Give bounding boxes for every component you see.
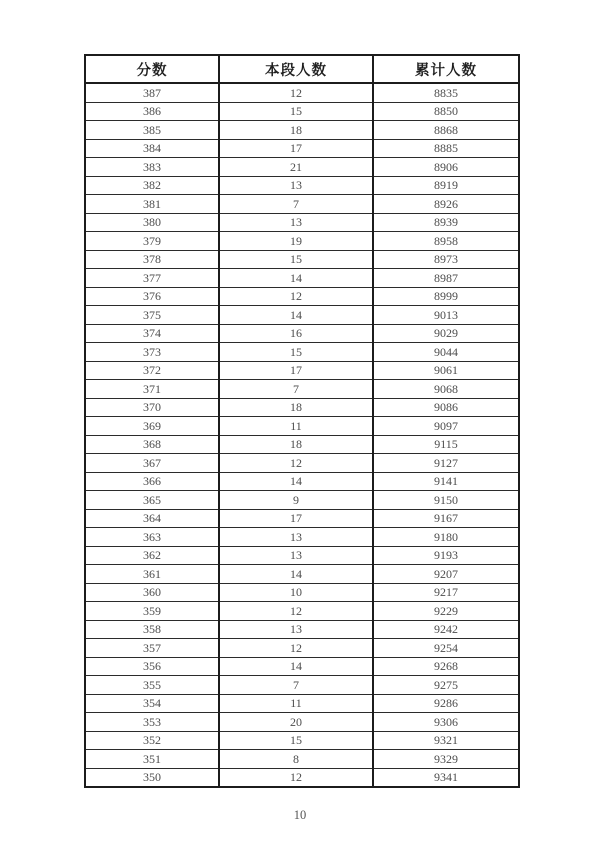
table-row xyxy=(85,546,519,565)
col-header-score: 分数 xyxy=(85,55,219,83)
table-cell-score: 377 xyxy=(85,269,219,288)
table-cell-cumulative-count: 9229 xyxy=(373,602,519,621)
table-cell-count-in-band: 17 xyxy=(219,509,373,528)
table-cell-cumulative-count: 9242 xyxy=(373,620,519,639)
table-cell-cumulative-count: 9115 xyxy=(373,435,519,454)
table-row xyxy=(85,195,519,214)
table-cell-cumulative-count: 9127 xyxy=(373,454,519,473)
table-cell-cumulative-count: 9013 xyxy=(373,306,519,325)
table-cell-cumulative-count: 8906 xyxy=(373,158,519,177)
table-cell-score: 370 xyxy=(85,398,219,417)
table-cell-cumulative-count: 9275 xyxy=(373,676,519,695)
table-cell-count-in-band: 12 xyxy=(219,768,373,787)
table-row xyxy=(85,269,519,288)
table-cell-cumulative-count: 9068 xyxy=(373,380,519,399)
table-cell-count-in-band: 7 xyxy=(219,380,373,399)
table-cell-count-in-band: 9 xyxy=(219,491,373,510)
table-row xyxy=(85,83,519,102)
table-cell-count-in-band: 13 xyxy=(219,528,373,547)
table-cell-score: 375 xyxy=(85,306,219,325)
page-number: 10 xyxy=(293,808,307,822)
table-cell-score: 350 xyxy=(85,768,219,787)
table-cell-score: 385 xyxy=(85,121,219,140)
table-cell-score: 359 xyxy=(85,602,219,621)
table-cell-score: 380 xyxy=(85,213,219,232)
table-cell-cumulative-count: 9321 xyxy=(373,731,519,750)
table-cell-count-in-band: 12 xyxy=(219,454,373,473)
table-cell-cumulative-count: 9341 xyxy=(373,768,519,787)
table-cell-count-in-band: 15 xyxy=(219,250,373,269)
table-cell-count-in-band: 21 xyxy=(219,158,373,177)
table-row xyxy=(85,583,519,602)
table-cell-cumulative-count: 9150 xyxy=(373,491,519,510)
table-cell-count-in-band: 14 xyxy=(219,306,373,325)
table-cell-score: 363 xyxy=(85,528,219,547)
table-cell-cumulative-count: 9086 xyxy=(373,398,519,417)
table-cell-count-in-band: 15 xyxy=(219,731,373,750)
table-cell-count-in-band: 15 xyxy=(219,102,373,121)
table-cell-count-in-band: 10 xyxy=(219,583,373,602)
table-row xyxy=(85,435,519,454)
table-cell-cumulative-count: 8926 xyxy=(373,195,519,214)
table-cell-score: 356 xyxy=(85,657,219,676)
table-cell-score: 361 xyxy=(85,565,219,584)
table-cell-count-in-band: 14 xyxy=(219,472,373,491)
table-cell-score: 352 xyxy=(85,731,219,750)
table-row xyxy=(85,213,519,232)
score-table xyxy=(84,54,520,788)
table-cell-score: 379 xyxy=(85,232,219,251)
table-cell-score: 358 xyxy=(85,620,219,639)
table-cell-cumulative-count: 9141 xyxy=(373,472,519,491)
table-cell-cumulative-count: 8939 xyxy=(373,213,519,232)
table-cell-count-in-band: 20 xyxy=(219,713,373,732)
table-row xyxy=(85,361,519,380)
score-table-body xyxy=(85,83,519,787)
table-cell-score: 362 xyxy=(85,546,219,565)
table-row xyxy=(85,380,519,399)
table-cell-cumulative-count: 8868 xyxy=(373,121,519,140)
table-cell-score: 373 xyxy=(85,343,219,362)
table-row xyxy=(85,158,519,177)
table-row xyxy=(85,417,519,436)
table-cell-count-in-band: 12 xyxy=(219,639,373,658)
header-row xyxy=(85,55,519,83)
table-cell-cumulative-count: 8919 xyxy=(373,176,519,195)
table-cell-cumulative-count: 9329 xyxy=(373,750,519,769)
table-cell-score: 372 xyxy=(85,361,219,380)
table-row xyxy=(85,324,519,343)
table-cell-count-in-band: 18 xyxy=(219,435,373,454)
table-cell-score: 355 xyxy=(85,676,219,695)
table-cell-count-in-band: 11 xyxy=(219,694,373,713)
table-row xyxy=(85,102,519,121)
table-row xyxy=(85,731,519,750)
table-cell-score: 386 xyxy=(85,102,219,121)
table-row xyxy=(85,565,519,584)
table-cell-score: 354 xyxy=(85,694,219,713)
table-cell-count-in-band: 8 xyxy=(219,750,373,769)
table-cell-score: 376 xyxy=(85,287,219,306)
table-cell-count-in-band: 18 xyxy=(219,121,373,140)
table-cell-count-in-band: 18 xyxy=(219,398,373,417)
table-cell-count-in-band: 19 xyxy=(219,232,373,251)
table-cell-cumulative-count: 9217 xyxy=(373,583,519,602)
col-header-count-in-band: 本段人数 xyxy=(219,55,373,83)
table-cell-score: 365 xyxy=(85,491,219,510)
table-cell-count-in-band: 17 xyxy=(219,361,373,380)
table-row xyxy=(85,750,519,769)
table-cell-score: 374 xyxy=(85,324,219,343)
table-cell-score: 351 xyxy=(85,750,219,769)
table-cell-cumulative-count: 8850 xyxy=(373,102,519,121)
table-cell-score: 382 xyxy=(85,176,219,195)
table-cell-cumulative-count: 9029 xyxy=(373,324,519,343)
score-table-header xyxy=(85,55,519,83)
table-cell-score: 383 xyxy=(85,158,219,177)
table-row xyxy=(85,694,519,713)
table-row xyxy=(85,232,519,251)
table-cell-score: 366 xyxy=(85,472,219,491)
table-cell-count-in-band: 11 xyxy=(219,417,373,436)
table-cell-cumulative-count: 9268 xyxy=(373,657,519,676)
table-cell-cumulative-count: 8835 xyxy=(373,83,519,102)
table-cell-count-in-band: 7 xyxy=(219,195,373,214)
table-cell-score: 371 xyxy=(85,380,219,399)
table-row xyxy=(85,528,519,547)
table-cell-count-in-band: 13 xyxy=(219,213,373,232)
table-cell-score: 357 xyxy=(85,639,219,658)
table-row xyxy=(85,306,519,325)
table-row xyxy=(85,657,519,676)
table-cell-score: 364 xyxy=(85,509,219,528)
table-cell-score: 384 xyxy=(85,139,219,158)
table-cell-count-in-band: 13 xyxy=(219,176,373,195)
table-cell-count-in-band: 7 xyxy=(219,676,373,695)
table-cell-score: 387 xyxy=(85,83,219,102)
table-row xyxy=(85,398,519,417)
table-row xyxy=(85,676,519,695)
table-row xyxy=(85,491,519,510)
table-cell-cumulative-count: 9286 xyxy=(373,694,519,713)
table-cell-count-in-band: 12 xyxy=(219,287,373,306)
table-row xyxy=(85,713,519,732)
table-cell-score: 367 xyxy=(85,454,219,473)
table-cell-cumulative-count: 8973 xyxy=(373,250,519,269)
table-cell-score: 381 xyxy=(85,195,219,214)
table-cell-cumulative-count: 8999 xyxy=(373,287,519,306)
table-row xyxy=(85,139,519,158)
table-row xyxy=(85,620,519,639)
table-row xyxy=(85,121,519,140)
table-cell-cumulative-count: 8958 xyxy=(373,232,519,251)
table-row xyxy=(85,454,519,473)
table-row xyxy=(85,509,519,528)
table-cell-count-in-band: 16 xyxy=(219,324,373,343)
table-cell-count-in-band: 17 xyxy=(219,139,373,158)
table-row xyxy=(85,250,519,269)
table-cell-count-in-band: 14 xyxy=(219,269,373,288)
table-cell-cumulative-count: 9254 xyxy=(373,639,519,658)
table-cell-cumulative-count: 8987 xyxy=(373,269,519,288)
table-cell-cumulative-count: 9306 xyxy=(373,713,519,732)
table-cell-cumulative-count: 9044 xyxy=(373,343,519,362)
table-cell-count-in-band: 13 xyxy=(219,546,373,565)
table-cell-cumulative-count: 9097 xyxy=(373,417,519,436)
table-cell-cumulative-count: 9167 xyxy=(373,509,519,528)
table-cell-cumulative-count: 9193 xyxy=(373,546,519,565)
table-cell-score: 369 xyxy=(85,417,219,436)
col-header-cumulative-count: 累计人数 xyxy=(373,55,519,83)
table-row xyxy=(85,343,519,362)
table-cell-cumulative-count: 9180 xyxy=(373,528,519,547)
table-cell-score: 360 xyxy=(85,583,219,602)
table-cell-count-in-band: 13 xyxy=(219,620,373,639)
table-cell-score: 368 xyxy=(85,435,219,454)
table-cell-score: 353 xyxy=(85,713,219,732)
table-row xyxy=(85,176,519,195)
table-cell-score: 378 xyxy=(85,250,219,269)
table-cell-count-in-band: 12 xyxy=(219,83,373,102)
table-row xyxy=(85,639,519,658)
table-cell-count-in-band: 14 xyxy=(219,657,373,676)
table-cell-cumulative-count: 9207 xyxy=(373,565,519,584)
table-row xyxy=(85,287,519,306)
table-cell-count-in-band: 14 xyxy=(219,565,373,584)
table-cell-cumulative-count: 9061 xyxy=(373,361,519,380)
table-row xyxy=(85,768,519,787)
table-cell-count-in-band: 12 xyxy=(219,602,373,621)
table-cell-count-in-band: 15 xyxy=(219,343,373,362)
table-cell-cumulative-count: 8885 xyxy=(373,139,519,158)
table-row xyxy=(85,472,519,491)
table-row xyxy=(85,602,519,621)
